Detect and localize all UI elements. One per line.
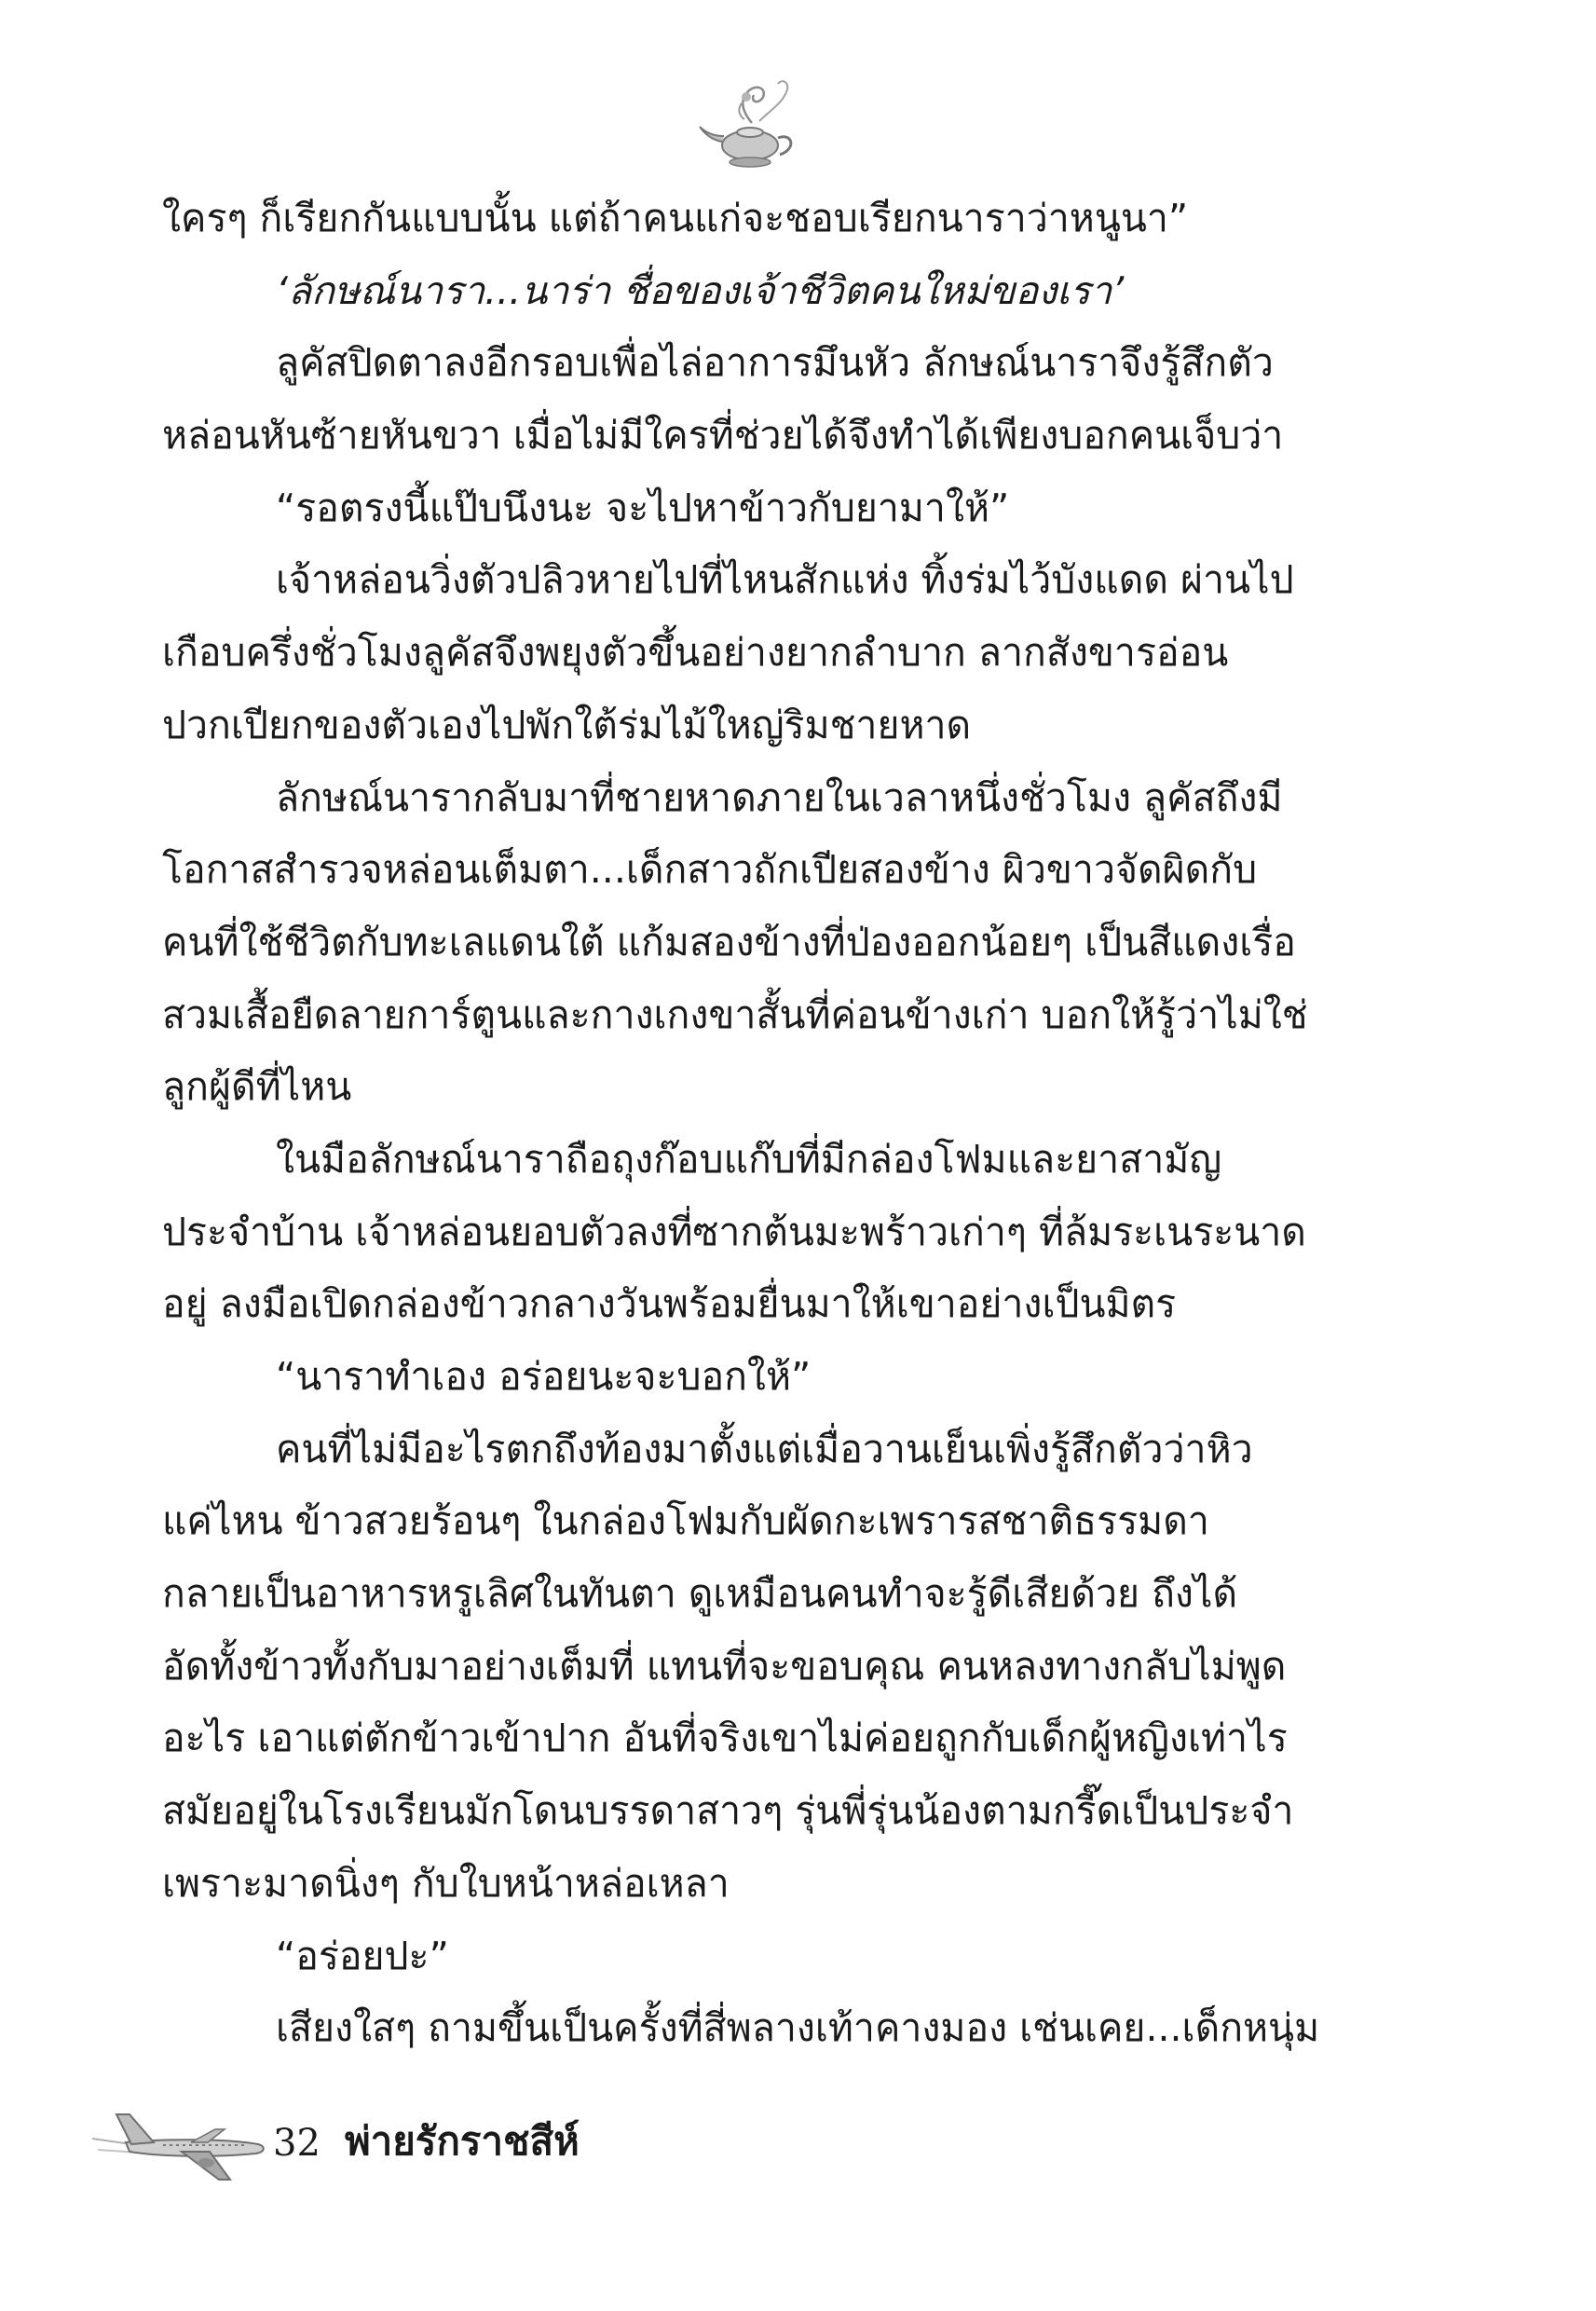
page-number: 32 — [273, 2122, 321, 2165]
text-line: หล่อนหันซ้ายหันขวา เมื่อไม่มีใครที่ช่วยได้จึงทำได้เพียงบอกคนเจ็บว่า — [162, 413, 1284, 458]
text-line: ใครๆ ก็เรียกกันแบบนั้น แต่ถ้าคนแก่จะชอบเรียกนาราว่าหนูนา” — [162, 196, 1189, 240]
text-line: ลักษณ์นารากลับมาที่ชายหาดภายในเวลาหนึ่งชั่วโมง ลูคัสถึงมี — [276, 774, 1283, 820]
text-line: เพราะมาดนิ่งๆ กับใบหน้าหล่อเหลา — [162, 1860, 730, 1906]
text-line: คนที่ใช้ชีวิตกับทะเลแดนใต้ แก้มสองข้างที่ป่องออกน้อยๆ เป็นสีแดงเรื่อ — [162, 919, 1296, 964]
text-line: เสียงใสๆ ถามขึ้นเป็นครั้งที่สี่พลางเท้าคางมอง เช่นเคย...เด็กหนุ่ม — [276, 2005, 1320, 2051]
text-line: กลายเป็นอาหารหรูเลิศในทันตา ดูเหมือนคนทำจะรู้ดีเสียด้วย ถึงได้ — [162, 1571, 1238, 1617]
text-line: สมัยอยู่ในโรงเรียนมักโดนบรรดาสาวๆ รุ่นพี่รุ่นน้องตามกรี๊ดเป็นประจำ — [162, 1788, 1294, 1834]
text-line: อะไร เอาแต่ตักข้าวเข้าปาก อันที่จริงเขาไม่ค่อยถูกกับเด็กผู้หญิงเท่าไร — [162, 1716, 1288, 1761]
airplane-icon — [89, 2101, 275, 2185]
text-line: “นาราทำเอง อร่อยนะจะบอกให้” — [276, 1354, 812, 1399]
teapot-with-genie-ornament-icon — [694, 75, 806, 172]
text-line: สวมเสื้อยืดลายการ์ตูนและกางเกงขาสั้นที่ค่อนข้างเก่า บอกให้รู้ว่าไม่ใช่ — [162, 991, 1308, 1037]
text-line: ปวกเปียกของตัวเองไปพักใต้ร่มไม้ใหญ่ริมชายหาด — [162, 702, 972, 747]
text-line: อัดทั้งข้าวทั้งกับมาอย่างเต็มที่ แทนที่จะขอบคุณ คนหลงทางกลับไม่พูด — [162, 1643, 1287, 1689]
text-line: “รอตรงนี้แป๊บนึงนะ จะไปหาข้าวกับยามาให้” — [276, 485, 1010, 530]
page-footer — [89, 2101, 648, 2185]
text-line: “อร่อยปะ” — [276, 1933, 449, 1978]
text-line: ในมือลักษณ์นาราถือถุงก๊อบแก๊บที่มีกล่องโฟมและยาสามัญ — [276, 1136, 1222, 1182]
text-line: ลูกผู้ดีที่ไหน — [162, 1064, 352, 1110]
text-line: ประจำบ้าน เจ้าหล่อนยอบตัวลงที่ซากต้นมะพร้าวเก่าๆ ที่ล้มระเนระนาด — [162, 1209, 1306, 1254]
text-line: เกือบครึ่งชั่วโมงลูคัสจึงพยุงตัวขึ้นอย่างยากลำบาก ลากสังขารอ่อน — [162, 630, 1229, 676]
page-body-text — [162, 183, 1443, 2065]
text-line: คนที่ไม่มีอะไรตกถึงท้องมาตั้งแต่เมื่อวานเย็นเพิ่งรู้สึกตัวว่าหิว — [276, 1426, 1253, 1471]
text-line: อยู่ ลงมือเปิดกล่องข้าวกลางวันพร้อมยื่นมาให้เขาอย่างเป็นมิตร — [162, 1281, 1177, 1327]
text-line: แค่ไหน ข้าวสวยร้อนๆ ในกล่องโฟมกับผัดกะเพรารสชาติธรรมดา — [162, 1498, 1209, 1544]
text-line: เจ้าหล่อนวิ่งตัวปลิวหายไปที่ไหนสักแห่ง ทิ้งร่มไว้บังแดด ผ่านไป — [276, 557, 1294, 603]
text-line: โอกาสสำรวจหล่อนเต็มตา...เด็กสาวถักเปียสองข้าง ผิวขาวจัดผิดกับ — [162, 847, 1258, 893]
text-line: ‘ลักษณ์นารา...นาร่า ชื่อของเจ้าชีวิตคนใหม่ของเรา’ — [276, 267, 1125, 313]
book-title: พ่ายรักราชสีห์ — [345, 2118, 580, 2164]
text-line: ลูคัสปิดตาลงอีกรอบเพื่อไล่อาการมึนหัว ลักษณ์นาราจึงรู้สึกตัว — [276, 340, 1274, 386]
